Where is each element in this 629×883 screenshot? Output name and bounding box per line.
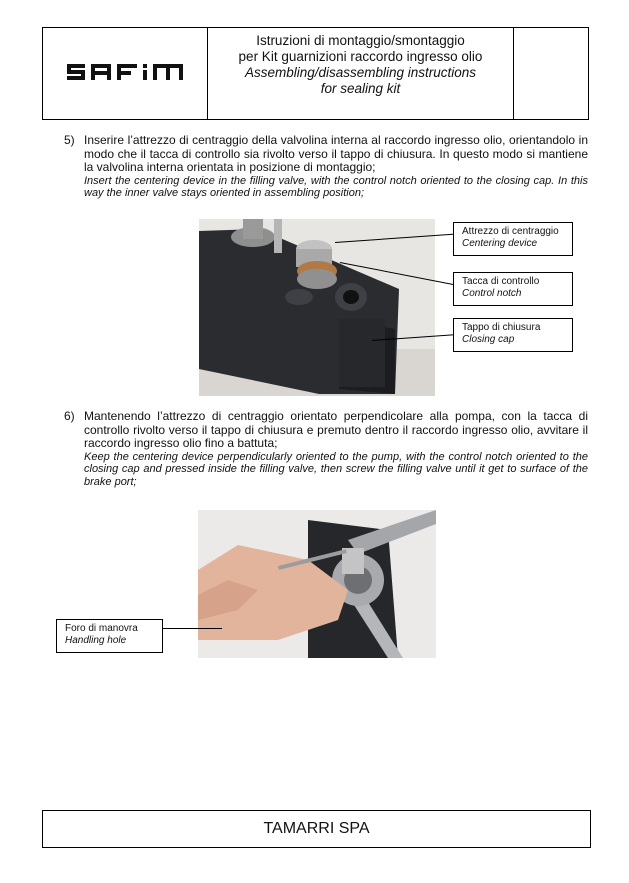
step-number: 5) [64,133,75,147]
title-it-line2: per Kit guarnizioni raccordo ingresso olio [238,49,483,64]
title-it-line1: Istruzioni di montaggio/smontaggio [256,33,465,48]
callout-control-notch: Tacca di controllo Control notch [453,272,573,306]
wrench-screwing-image [198,510,436,658]
step-5 [64,134,588,200]
step-6 [64,410,588,488]
title-en-line2: for sealing kit [320,81,401,96]
callout-closing-cap: Tappo di chiusura Closing cap [453,318,573,352]
photo-valve-assembly [199,219,435,396]
step-text-it: Mantenendo l’attrezzo di centraggio orientato perpendicolare alla pompa, con la tacca di controllo rivolto verso il tappo di chiusura e premuto dentro il raccordo ingresso olio, avvitare il raccordo ingresso olio fino a battuta; [84,409,588,451]
step-text-it: Inserire l’attrezzo di centraggio della valvolina interna al raccordo ingresso olio, orientandolo in modo che il tacca di controllo sia rivolto verso il tappo di chiusura. In questo modo si mantiene la valvolina interna orientata in posizione di montaggio; [84,133,588,175]
safim-logo [67,62,187,82]
header-blank-cell [514,28,588,119]
document-header [42,27,589,120]
step-number: 6) [64,409,75,423]
valve-assembly-image [199,219,435,396]
logo-cell [43,28,208,119]
callout-handling-hole: Foro di manovra Handling hole [56,619,163,653]
callout-centering-device: Attrezzo di centraggio Centering device [453,222,573,256]
title-en-line1: Assembling/disassembling instructions [244,65,477,80]
step-text-en: Insert the centering device in the filling valve, with the control notch oriented to the closing cap. In this way the inner valve stays oriented in assembling position; [84,174,588,200]
header-title [208,28,514,119]
step-text-en: Keep the centering device perpendicularly oriented to the pump, with the control notch oriented to the closing cap and pressed inside the filling valve, then screw the filling valve until it get to surface of the brake port; [84,450,588,488]
leader-line [162,628,222,629]
photo-wrench-screwing [198,510,436,658]
footer-company: TAMARRI SPA [42,810,591,848]
